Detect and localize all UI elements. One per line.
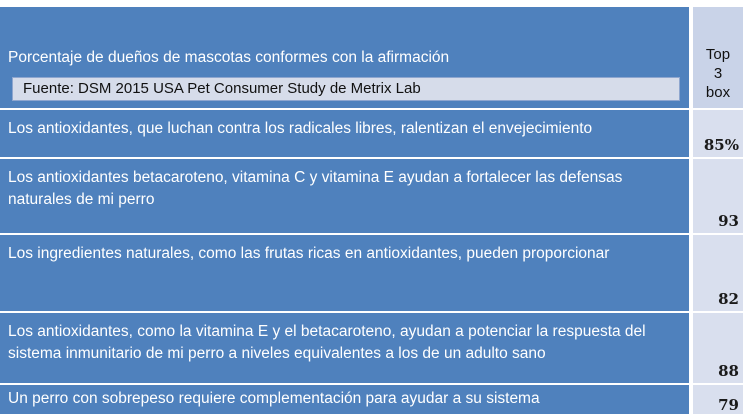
value-label: 82	[718, 290, 739, 308]
value-label: 88	[718, 362, 739, 380]
value-header-line-2: 3	[713, 65, 723, 82]
statement-cell: Un perro con sobrepeso requiere complementación para ayudar a su sistema	[0, 385, 689, 414]
value-cell	[693, 110, 743, 157]
value-cell	[693, 235, 743, 311]
source-note: Fuente: DSM 2015 USA Pet Consumer Study de Metrix Lab	[12, 77, 680, 101]
value-cell	[693, 385, 743, 414]
value-label: 79	[718, 396, 739, 414]
statement-cell: Los ingredientes naturales, como las frutas ricas en antioxidantes, pueden proporcionar	[0, 235, 689, 311]
table-title: Porcentaje de dueños de mascotas conformes con la afirmación	[8, 49, 450, 66]
value-header-line-3: box	[705, 84, 731, 101]
table-row	[0, 235, 743, 311]
value-header-line-1: Top	[705, 46, 731, 63]
value-label: 93	[718, 212, 739, 230]
value-label: 85%	[703, 136, 739, 154]
table-row	[0, 385, 743, 414]
header-value-cell	[693, 7, 743, 108]
value-cell	[693, 313, 743, 383]
table-row	[0, 110, 743, 157]
statement-cell: Los antioxidantes betacaroteno, vitamina C y vitamina E ayudan a fortalecer las defensas naturales de mi perro	[0, 159, 689, 233]
statement-cell: Los antioxidantes, que luchan contra los radicales libres, ralentizan el envejecimiento	[0, 110, 689, 157]
statement-cell: Los antioxidantes, como la vitamina E y el betacaroteno, ayudan a potenciar la respuesta del sistema inmunitario de mi perro a niveles equivalentes a los de un adulto sano	[0, 313, 689, 383]
header-row	[0, 7, 743, 108]
value-cell	[693, 159, 743, 233]
table-row	[0, 313, 743, 383]
table-row	[0, 159, 743, 233]
